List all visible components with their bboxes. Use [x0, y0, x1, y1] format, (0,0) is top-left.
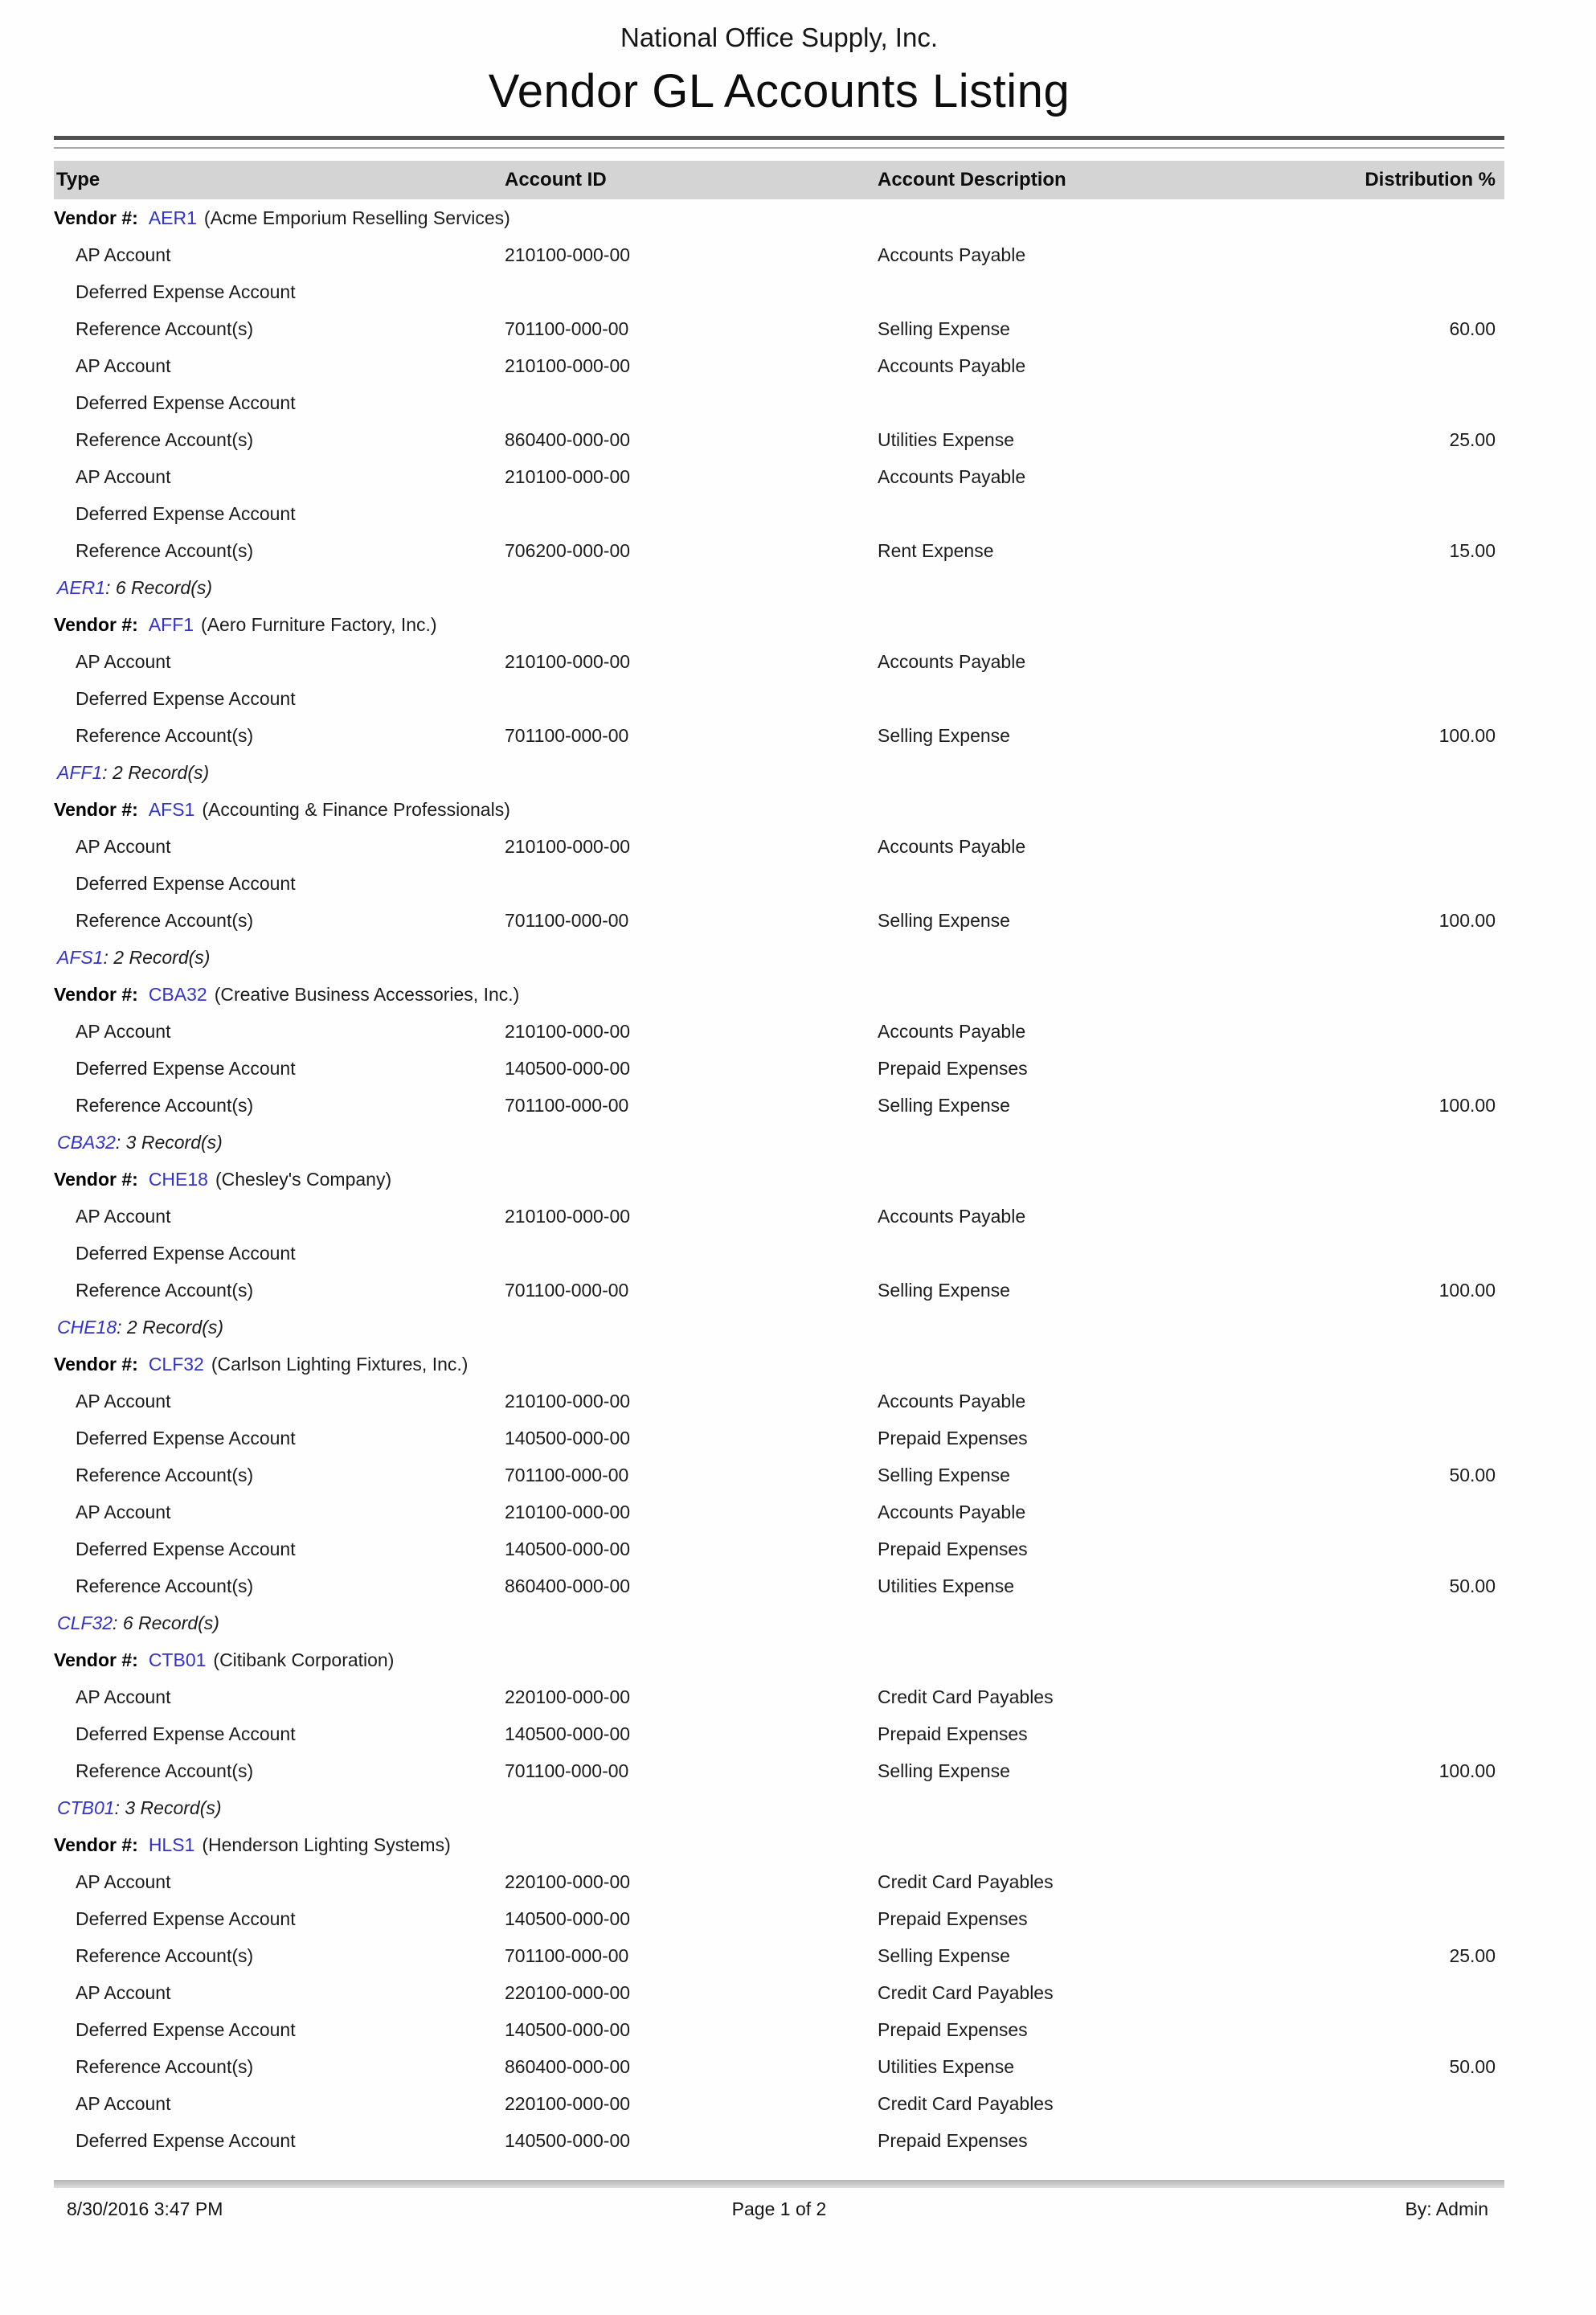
vendor-number-label: Vendor #: — [54, 798, 138, 820]
cell-account-id: 210100-000-00 — [505, 1390, 631, 1412]
report-content — [54, 0, 1504, 2159]
title-rule-thick — [54, 136, 1504, 140]
cell-account-description: Prepaid Expenses — [878, 1427, 1028, 1448]
vendor-header-row — [54, 1161, 1504, 1198]
cell-type: Reference Account(s) — [76, 1575, 254, 1596]
account-row — [54, 1050, 1504, 1087]
cell-account-description: Selling Expense — [878, 1760, 1010, 1781]
title-rule-thin — [54, 147, 1504, 149]
vendor-group — [54, 199, 1504, 606]
vendor-number-label: Vendor #: — [54, 1168, 138, 1190]
cell-type: AP Account — [76, 244, 171, 265]
cell-type: Deferred Expense Account — [76, 1242, 296, 1264]
cell-distribution: 25.00 — [1449, 1944, 1496, 1966]
cell-account-id: 701100-000-00 — [505, 1944, 629, 1966]
account-row — [54, 1900, 1504, 1937]
col-header-distribution: Distribution % — [1365, 169, 1496, 191]
record-count-text: : 6 Record(s) — [113, 1612, 219, 1633]
account-row — [54, 1457, 1504, 1493]
cell-account-description: Accounts Payable — [878, 650, 1026, 672]
cell-type: Deferred Expense Account — [76, 1538, 296, 1559]
table-header-row — [54, 161, 1504, 199]
cell-account-id: 220100-000-00 — [505, 1870, 631, 1892]
cell-account-id: 701100-000-00 — [505, 909, 629, 931]
cell-account-id: 220100-000-00 — [505, 2092, 631, 2114]
vendor-group — [54, 1826, 1504, 2159]
cell-type: Reference Account(s) — [76, 539, 254, 561]
cell-account-id: 210100-000-00 — [505, 1205, 631, 1227]
vendor-account-rows — [54, 1863, 1504, 2159]
footer-row — [54, 2198, 1504, 2223]
cell-distribution: 100.00 — [1438, 724, 1496, 746]
cell-distribution: 50.00 — [1449, 1575, 1496, 1596]
record-count-row — [54, 1124, 1504, 1161]
cell-distribution: 100.00 — [1438, 1279, 1496, 1301]
cell-account-description: Utilities Expense — [878, 428, 1015, 450]
vendor-number-label: Vendor #: — [54, 207, 138, 228]
account-row — [54, 1715, 1504, 1752]
vendor-account-rows — [54, 1678, 1504, 1789]
vendor-header-row — [54, 1641, 1504, 1678]
account-row — [54, 384, 1504, 421]
account-row — [54, 902, 1504, 939]
cell-account-description: Selling Expense — [878, 1094, 1010, 1116]
vendor-code-link[interactable]: AER1 — [148, 207, 197, 228]
account-row — [54, 1087, 1504, 1124]
cell-account-description: Selling Expense — [878, 909, 1010, 931]
cell-distribution: 100.00 — [1438, 1094, 1496, 1116]
account-row — [54, 1272, 1504, 1309]
cell-type: Reference Account(s) — [76, 1279, 254, 1301]
record-count-row — [54, 1789, 1504, 1826]
cell-type: Deferred Expense Account — [76, 1907, 296, 1929]
account-row — [54, 1974, 1504, 2011]
cell-type: Deferred Expense Account — [76, 872, 296, 894]
cell-account-description: Accounts Payable — [878, 1205, 1026, 1227]
account-row — [54, 1530, 1504, 1567]
cell-account-description: Prepaid Expenses — [878, 1057, 1028, 1079]
account-row — [54, 1013, 1504, 1050]
cell-distribution: 25.00 — [1449, 428, 1496, 450]
cell-type: Deferred Expense Account — [76, 391, 296, 413]
record-count-code: CHE18 — [57, 1316, 117, 1338]
report-footer — [54, 2180, 1504, 2223]
cell-account-id: 210100-000-00 — [505, 1020, 631, 1042]
cell-account-description: Accounts Payable — [878, 1390, 1026, 1412]
account-row — [54, 1937, 1504, 1974]
vendor-code-link[interactable]: HLS1 — [148, 1834, 195, 1855]
record-count-row — [54, 569, 1504, 606]
vendor-code-link[interactable]: CTB01 — [148, 1649, 207, 1670]
cell-account-description: Prepaid Expenses — [878, 2129, 1028, 2151]
vendor-number-label: Vendor #: — [54, 613, 138, 635]
account-row — [54, 2011, 1504, 2048]
footer-user: By: Admin — [1405, 2198, 1488, 2219]
account-row — [54, 273, 1504, 310]
vendor-number-label: Vendor #: — [54, 1353, 138, 1375]
vendor-group — [54, 1161, 1504, 1346]
record-count-text: : 3 Record(s) — [115, 1131, 223, 1153]
cell-type: Reference Account(s) — [76, 724, 254, 746]
cell-account-id: 210100-000-00 — [505, 650, 631, 672]
vendor-name: (Creative Business Accessories, Inc.) — [214, 983, 520, 1005]
account-row — [54, 1198, 1504, 1235]
account-row — [54, 1752, 1504, 1789]
cell-account-id: 706200-000-00 — [505, 539, 631, 561]
vendor-group — [54, 606, 1504, 791]
cell-account-id: 210100-000-00 — [505, 1501, 631, 1522]
cell-type: Deferred Expense Account — [76, 281, 296, 302]
cell-account-id: 860400-000-00 — [505, 1575, 631, 1596]
vendor-header-row — [54, 606, 1504, 643]
cell-account-description: Rent Expense — [878, 539, 994, 561]
vendor-account-rows — [54, 1013, 1504, 1124]
vendor-account-rows — [54, 1198, 1504, 1309]
cell-account-id: 210100-000-00 — [505, 354, 631, 376]
cell-account-id: 140500-000-00 — [505, 1057, 631, 1079]
cell-type: AP Account — [76, 1501, 171, 1522]
cell-account-description: Utilities Expense — [878, 1575, 1015, 1596]
record-count-text: : 2 Record(s) — [103, 946, 211, 968]
cell-type: Deferred Expense Account — [76, 2018, 296, 2040]
cell-type: Reference Account(s) — [76, 909, 254, 931]
cell-type: AP Account — [76, 2092, 171, 2114]
cell-account-description: Credit Card Payables — [878, 1981, 1054, 2003]
cell-account-description: Selling Expense — [878, 1464, 1010, 1485]
record-count-text: : 2 Record(s) — [117, 1316, 224, 1338]
account-row — [54, 310, 1504, 347]
account-row — [54, 1420, 1504, 1457]
cell-account-description: Accounts Payable — [878, 1020, 1026, 1042]
record-count-row — [54, 754, 1504, 791]
cell-type: Reference Account(s) — [76, 1944, 254, 1966]
cell-account-id: 860400-000-00 — [505, 2055, 631, 2077]
cell-type: AP Account — [76, 835, 171, 857]
account-row — [54, 865, 1504, 902]
account-row — [54, 2085, 1504, 2122]
cell-type: AP Account — [76, 1981, 171, 2003]
vendor-header-row — [54, 1826, 1504, 1863]
vendor-group — [54, 1641, 1504, 1826]
cell-type: AP Account — [76, 1205, 171, 1227]
cell-account-description: Accounts Payable — [878, 1501, 1026, 1522]
cell-type: AP Account — [76, 354, 171, 376]
cell-account-description: Prepaid Expenses — [878, 2018, 1028, 2040]
vendor-number-label: Vendor #: — [54, 1649, 138, 1670]
cell-distribution: 100.00 — [1438, 909, 1496, 931]
cell-account-description: Accounts Payable — [878, 244, 1026, 265]
cell-type: Deferred Expense Account — [76, 1427, 296, 1448]
vendor-code-link[interactable]: CHE18 — [148, 1168, 208, 1190]
vendor-name: (Aero Furniture Factory, Inc.) — [201, 613, 437, 635]
cell-type: Reference Account(s) — [76, 1094, 254, 1116]
account-row — [54, 236, 1504, 273]
vendor-header-row — [54, 791, 1504, 828]
record-count-code: CBA32 — [57, 1131, 116, 1153]
cell-type: AP Account — [76, 1870, 171, 1892]
vendor-name: (Chesley's Company) — [215, 1168, 392, 1190]
vendor-header-row — [54, 976, 1504, 1013]
vendor-account-rows — [54, 643, 1504, 754]
cell-account-id: 140500-000-00 — [505, 1907, 631, 1929]
page-title: Vendor GL Accounts Listing — [488, 65, 1070, 117]
record-count-code: CTB01 — [57, 1797, 115, 1818]
footer-timestamp: 8/30/2016 3:47 PM — [67, 2198, 223, 2219]
cell-account-description: Utilities Expense — [878, 2055, 1015, 2077]
cell-distribution: 60.00 — [1449, 318, 1496, 339]
vendor-name: (Accounting & Finance Professionals) — [202, 798, 510, 820]
cell-type: Reference Account(s) — [76, 1464, 254, 1485]
vendor-code-link[interactable]: CBA32 — [148, 983, 207, 1005]
cell-type: Reference Account(s) — [76, 428, 254, 450]
cell-account-id: 210100-000-00 — [505, 244, 631, 265]
record-count-row — [54, 1309, 1504, 1346]
cell-account-description: Selling Expense — [878, 1944, 1010, 1966]
cell-type: Deferred Expense Account — [76, 2129, 296, 2151]
cell-type: Reference Account(s) — [76, 2055, 254, 2077]
cell-type: Deferred Expense Account — [76, 502, 296, 524]
account-row — [54, 717, 1504, 754]
record-count-row — [54, 939, 1504, 976]
cell-distribution: 100.00 — [1438, 1760, 1496, 1781]
vendor-name: (Carlson Lighting Fixtures, Inc.) — [211, 1353, 469, 1375]
account-row — [54, 532, 1504, 569]
record-count-text: : 6 Record(s) — [105, 576, 213, 598]
vendor-code-link[interactable]: CLF32 — [148, 1353, 204, 1375]
vendor-list — [54, 199, 1504, 2159]
vendor-name: (Citibank Corporation) — [213, 1649, 395, 1670]
vendor-number-label: Vendor #: — [54, 1834, 138, 1855]
account-row — [54, 495, 1504, 532]
cell-distribution: 50.00 — [1449, 2055, 1496, 2077]
account-row — [54, 1383, 1504, 1420]
cell-type: AP Account — [76, 1686, 171, 1707]
cell-account-id: 140500-000-00 — [505, 1427, 631, 1448]
cell-type: Reference Account(s) — [76, 1760, 254, 1781]
cell-account-description: Prepaid Expenses — [878, 1538, 1028, 1559]
cell-distribution: 15.00 — [1449, 539, 1496, 561]
account-row — [54, 347, 1504, 384]
cell-account-description: Accounts Payable — [878, 465, 1026, 487]
vendor-number-label: Vendor #: — [54, 983, 138, 1005]
cell-distribution: 50.00 — [1449, 1464, 1496, 1485]
cell-account-id: 140500-000-00 — [505, 2129, 631, 2151]
vendor-account-rows — [54, 1383, 1504, 1604]
record-count-row — [54, 1604, 1504, 1641]
cell-type: Deferred Expense Account — [76, 1057, 296, 1079]
cell-account-id: 701100-000-00 — [505, 1279, 629, 1301]
cell-account-id: 701100-000-00 — [505, 724, 629, 746]
cell-type: Deferred Expense Account — [76, 687, 296, 709]
col-header-type: Type — [56, 169, 100, 191]
cell-type: AP Account — [76, 1020, 171, 1042]
cell-type: Reference Account(s) — [76, 318, 254, 339]
cell-account-id: 210100-000-00 — [505, 465, 631, 487]
cell-type: AP Account — [76, 650, 171, 672]
account-row — [54, 643, 1504, 680]
account-row — [54, 680, 1504, 717]
vendor-name: (Henderson Lighting Systems) — [202, 1834, 451, 1855]
account-row — [54, 828, 1504, 865]
record-count-code: AER1 — [57, 576, 106, 598]
cell-account-id: 220100-000-00 — [505, 1686, 631, 1707]
cell-account-id: 701100-000-00 — [505, 1464, 629, 1485]
cell-account-description: Selling Expense — [878, 318, 1010, 339]
vendor-code-link[interactable]: AFS1 — [148, 798, 195, 820]
footer-page-number: Page 1 of 2 — [731, 2198, 827, 2219]
account-row — [54, 1678, 1504, 1715]
vendor-header-row — [54, 1346, 1504, 1383]
cell-account-description: Credit Card Payables — [878, 1686, 1054, 1707]
cell-type: AP Account — [76, 465, 171, 487]
cell-account-description: Selling Expense — [878, 1279, 1010, 1301]
vendor-header-row — [54, 199, 1504, 236]
account-row — [54, 1493, 1504, 1530]
cell-account-id: 701100-000-00 — [505, 1760, 629, 1781]
cell-account-id: 220100-000-00 — [505, 1981, 631, 2003]
vendor-account-rows — [54, 828, 1504, 939]
record-count-code: AFF1 — [57, 761, 103, 783]
vendor-name: (Acme Emporium Reselling Services) — [203, 207, 510, 228]
cell-account-id: 701100-000-00 — [505, 1094, 629, 1116]
record-count-code: AFS1 — [57, 946, 104, 968]
vendor-group — [54, 791, 1504, 976]
cell-type: Deferred Expense Account — [76, 1723, 296, 1744]
cell-account-description: Accounts Payable — [878, 835, 1026, 857]
cell-account-description: Prepaid Expenses — [878, 1723, 1028, 1744]
account-row — [54, 421, 1504, 458]
cell-account-id: 140500-000-00 — [505, 1723, 631, 1744]
vendor-account-rows — [54, 236, 1504, 569]
account-row — [54, 2048, 1504, 2085]
cell-type: AP Account — [76, 1390, 171, 1412]
record-count-text: : 3 Record(s) — [114, 1797, 222, 1818]
cell-account-id: 701100-000-00 — [505, 318, 629, 339]
record-count-text: : 2 Record(s) — [102, 761, 210, 783]
cell-account-description: Credit Card Payables — [878, 1870, 1054, 1892]
cell-account-description: Prepaid Expenses — [878, 1907, 1028, 1929]
cell-account-description: Credit Card Payables — [878, 2092, 1054, 2114]
cell-account-id: 210100-000-00 — [505, 835, 631, 857]
account-row — [54, 458, 1504, 495]
vendor-group — [54, 1346, 1504, 1641]
vendor-code-link[interactable]: AFF1 — [148, 613, 194, 635]
account-row — [54, 1567, 1504, 1604]
company-name: National Office Supply, Inc. — [620, 23, 938, 52]
account-row — [54, 2122, 1504, 2159]
cell-account-description: Accounts Payable — [878, 354, 1026, 376]
col-header-account-description: Account Description — [878, 169, 1066, 191]
footer-separator-bar — [54, 2180, 1504, 2188]
cell-account-id: 140500-000-00 — [505, 2018, 631, 2040]
col-header-account-id: Account ID — [505, 169, 607, 191]
record-count-code: CLF32 — [57, 1612, 113, 1633]
cell-account-id: 860400-000-00 — [505, 428, 631, 450]
account-row — [54, 1863, 1504, 1900]
vendor-group — [54, 976, 1504, 1161]
account-row — [54, 1235, 1504, 1272]
cell-account-id: 140500-000-00 — [505, 1538, 631, 1559]
cell-account-description: Selling Expense — [878, 724, 1010, 746]
